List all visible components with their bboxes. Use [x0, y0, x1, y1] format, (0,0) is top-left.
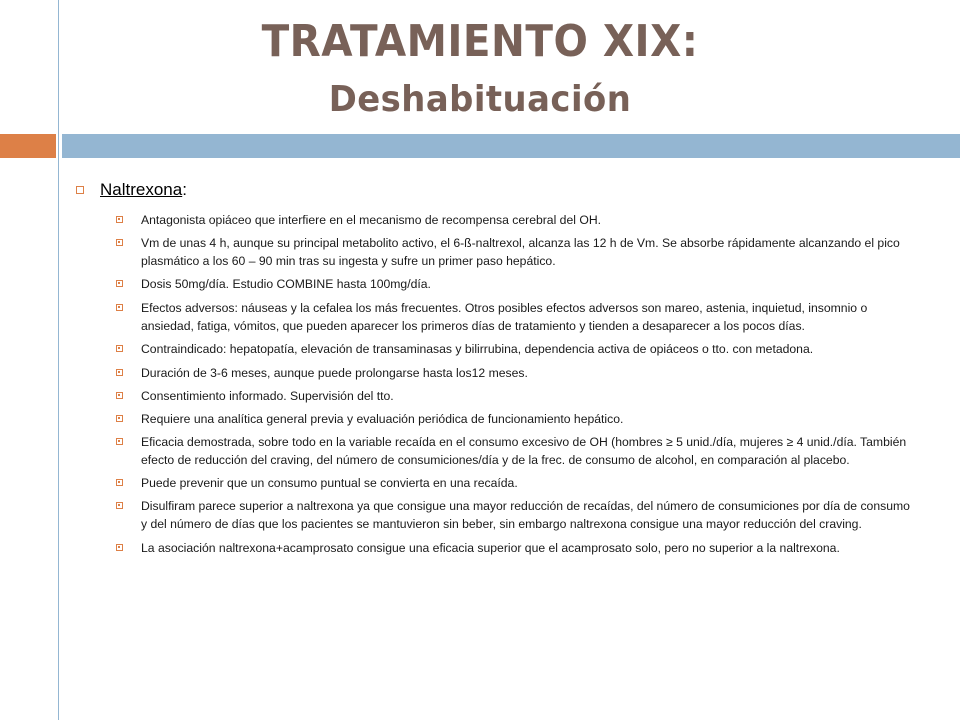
square-bullet-icon [76, 186, 84, 194]
small-square-bullet-icon [116, 345, 123, 352]
small-square-bullet-icon [116, 479, 123, 486]
bullet-item [76, 364, 916, 382]
accent-bar-blue [62, 134, 960, 158]
bullet-text: Consentimiento informado. Supervisión del tto. [141, 389, 394, 403]
section-heading-row [76, 176, 916, 204]
section-heading-colon: : [182, 180, 187, 199]
bullet-text: Eficacia demostrada, sobre todo en la variable recaída en el consumo excesivo de OH (hombres ≥ 5 unid./día, mujeres ≥ 4 unid./día. También efecto de reducción del craving, del número de consumiciones/día y de la frec. de consumo de alcohol, en comparación al placebo. [141, 435, 907, 467]
bullet-item [76, 275, 916, 293]
small-square-bullet-icon [116, 304, 123, 311]
bullet-item [76, 299, 916, 335]
bullet-text: Vm de unas 4 h, aunque su principal metabolito activo, el 6-ß-naltrexol, alcanza las 12 h de Vm. Se absorbe rápidamente alcanzando el pico plasmático a los 60 – 90 min tras su ingesta y sufre un primer paso hepático. [141, 236, 900, 268]
bullet-item [76, 211, 916, 229]
small-square-bullet-icon [116, 369, 123, 376]
small-square-bullet-icon [116, 438, 123, 445]
bullet-text: Duración de 3-6 meses, aunque puede prolongarse hasta los12 meses. [141, 366, 528, 380]
bullet-item [76, 410, 916, 428]
vertical-divider-line [58, 0, 59, 720]
bullet-text: Efectos adversos: náuseas y la cefalea los más frecuentes. Otros posibles efectos adversos son mareo, astenia, inquietud, insomnio o ansiedad, fatiga, vómitos, que pueden aparecer los primeros días de tratamiento y tienden a desaparecer a los pocos días. [141, 301, 868, 333]
small-square-bullet-icon [116, 216, 123, 223]
bullet-text: La asociación naltrexona+acamprosato consigue una eficacia superior que el acamprosato solo, pero no superior a la naltrexona. [141, 541, 840, 555]
small-square-bullet-icon [116, 415, 123, 422]
small-square-bullet-icon [116, 392, 123, 399]
small-square-bullet-icon [116, 239, 123, 246]
slide-title [0, 12, 960, 128]
bullet-text: Disulfiram parece superior a naltrexona ya que consigue una mayor reducción de recaídas, del número de consumiciones por día de consumo y del número de días que los pacientes se mantuvieron sin beber, sin embargo naltrexona consigue una mayor reducción del craving. [141, 499, 910, 531]
title-line-2: Deshabituación [328, 79, 632, 120]
bullet-text: Requiere una analítica general previa y evaluación periódica de funcionamiento hepático. [141, 412, 624, 426]
small-square-bullet-icon [116, 280, 123, 287]
bullet-item [76, 539, 916, 557]
title-line-1: TRATAMIENTO XIX: [261, 16, 699, 67]
accent-bar-orange [0, 134, 56, 158]
small-square-bullet-icon [116, 544, 123, 551]
bullet-item [76, 234, 916, 270]
bullet-list [76, 211, 916, 557]
small-square-bullet-icon [116, 502, 123, 509]
bullet-item [76, 340, 916, 358]
bullet-item [76, 474, 916, 492]
bullet-item [76, 497, 916, 533]
section-heading: Naltrexona [100, 180, 183, 199]
bullet-text: Puede prevenir que un consumo puntual se convierta en una recaída. [141, 476, 518, 490]
bullet-item [76, 387, 916, 405]
slide-content [76, 176, 916, 557]
bullet-item [76, 433, 916, 469]
bullet-text: Contraindicado: hepatopatía, elevación de transaminasas y bilirrubina, dependencia activa de opiáceos o tto. con metadona. [141, 342, 814, 356]
bullet-text: Dosis 50mg/día. Estudio COMBINE hasta 100mg/día. [141, 277, 431, 291]
bullet-text: Antagonista opiáceo que interfiere en el mecanismo de recompensa cerebral del OH. [141, 213, 602, 227]
